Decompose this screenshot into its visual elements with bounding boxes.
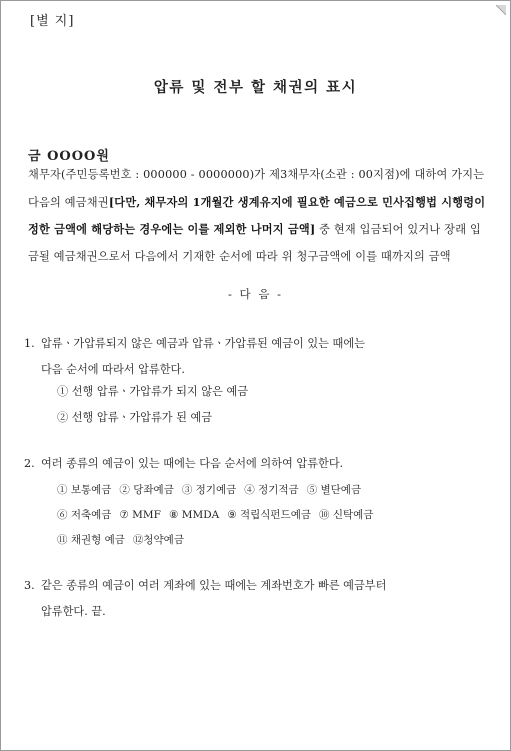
deposit-type: ⑩ 신탁예금 — [319, 509, 374, 521]
item-text: 압류ㆍ가압류되지 않은 예금과 압류ㆍ가압류된 예금이 있는 때에는 — [41, 337, 365, 350]
next-heading: - 다 음 - — [228, 287, 283, 301]
claim-amount: 금 OOOO원 — [28, 149, 110, 164]
paragraph-text-1: 채무자(주민등록번호 : 000000 - 0000000)가 제3채무자(소관 : 00지점)에 대하여 가지는 다음의 예금채권 — [28, 168, 485, 209]
description-paragraph — [28, 162, 488, 270]
attachment-tag: [별 지] — [30, 14, 75, 29]
deposit-type: ⑪ 채권형 예금 — [57, 534, 125, 546]
deposit-row-1 — [57, 482, 369, 497]
document-title: 압류 및 전부 할 채권의 표시 — [153, 79, 358, 96]
deposit-type: ⑧ MMDA — [168, 509, 220, 521]
item-number: 3. — [24, 579, 35, 592]
deposit-type: ⑨ 적립식펀드예금 — [227, 509, 311, 521]
deposit-type: ⑥ 저축예금 — [57, 509, 112, 521]
deposit-type: ⑦ MMF — [119, 509, 161, 521]
deposit-type: ② 당좌예금 — [119, 484, 174, 496]
item-number: 2. — [24, 457, 35, 470]
list-item-1 — [24, 331, 484, 383]
paragraph-exception-text: [다만, 채무자의 1개월간 생계유지에 필요한 예금으로 민사집행법 시행령이 정한 금액에 해당하는 경우에는 이를 제외한 나머지 금액] — [28, 194, 486, 236]
list-item-2 — [24, 451, 484, 477]
list-item-3 — [24, 573, 484, 625]
deposit-type: ③ 정기예금 — [181, 484, 237, 496]
deposit-type: ⑤ 별단예금 — [306, 484, 362, 496]
item-number: 1. — [24, 337, 35, 350]
deposit-type: ⑫청약예금 — [132, 534, 184, 546]
deposit-type: ④ 정기적금 — [244, 484, 299, 496]
item-text: 같은 종류의 예금이 여러 계좌에 있는 때에는 계좌번호가 빠른 예금부터 — [41, 579, 387, 592]
sub-item: ② 선행 압류ㆍ가압류가 된 예금 — [57, 411, 213, 424]
page-corner-icon — [496, 5, 506, 15]
item-text-cont: 압류한다. 끝. — [41, 605, 106, 618]
deposit-row-3 — [57, 532, 192, 547]
deposit-type: ① 보통예금 — [57, 484, 112, 496]
item-text: 여러 종류의 예금이 있는 때에는 다음 순서에 의하여 압류한다. — [41, 457, 344, 470]
item-text-cont: 다음 순서에 따라서 압류한다. — [41, 363, 185, 376]
sub-item: ① 선행 압류ㆍ가압류가 되지 않은 예금 — [57, 385, 249, 398]
paragraph-text-2: 중 현재 입금되어 있거나 장래 입금될 예금채권으로서 다음에서 기재한 순서에 따라 위 청구금액에 이를 때까지의 금액 — [28, 223, 481, 263]
deposit-row-2 — [57, 507, 381, 522]
